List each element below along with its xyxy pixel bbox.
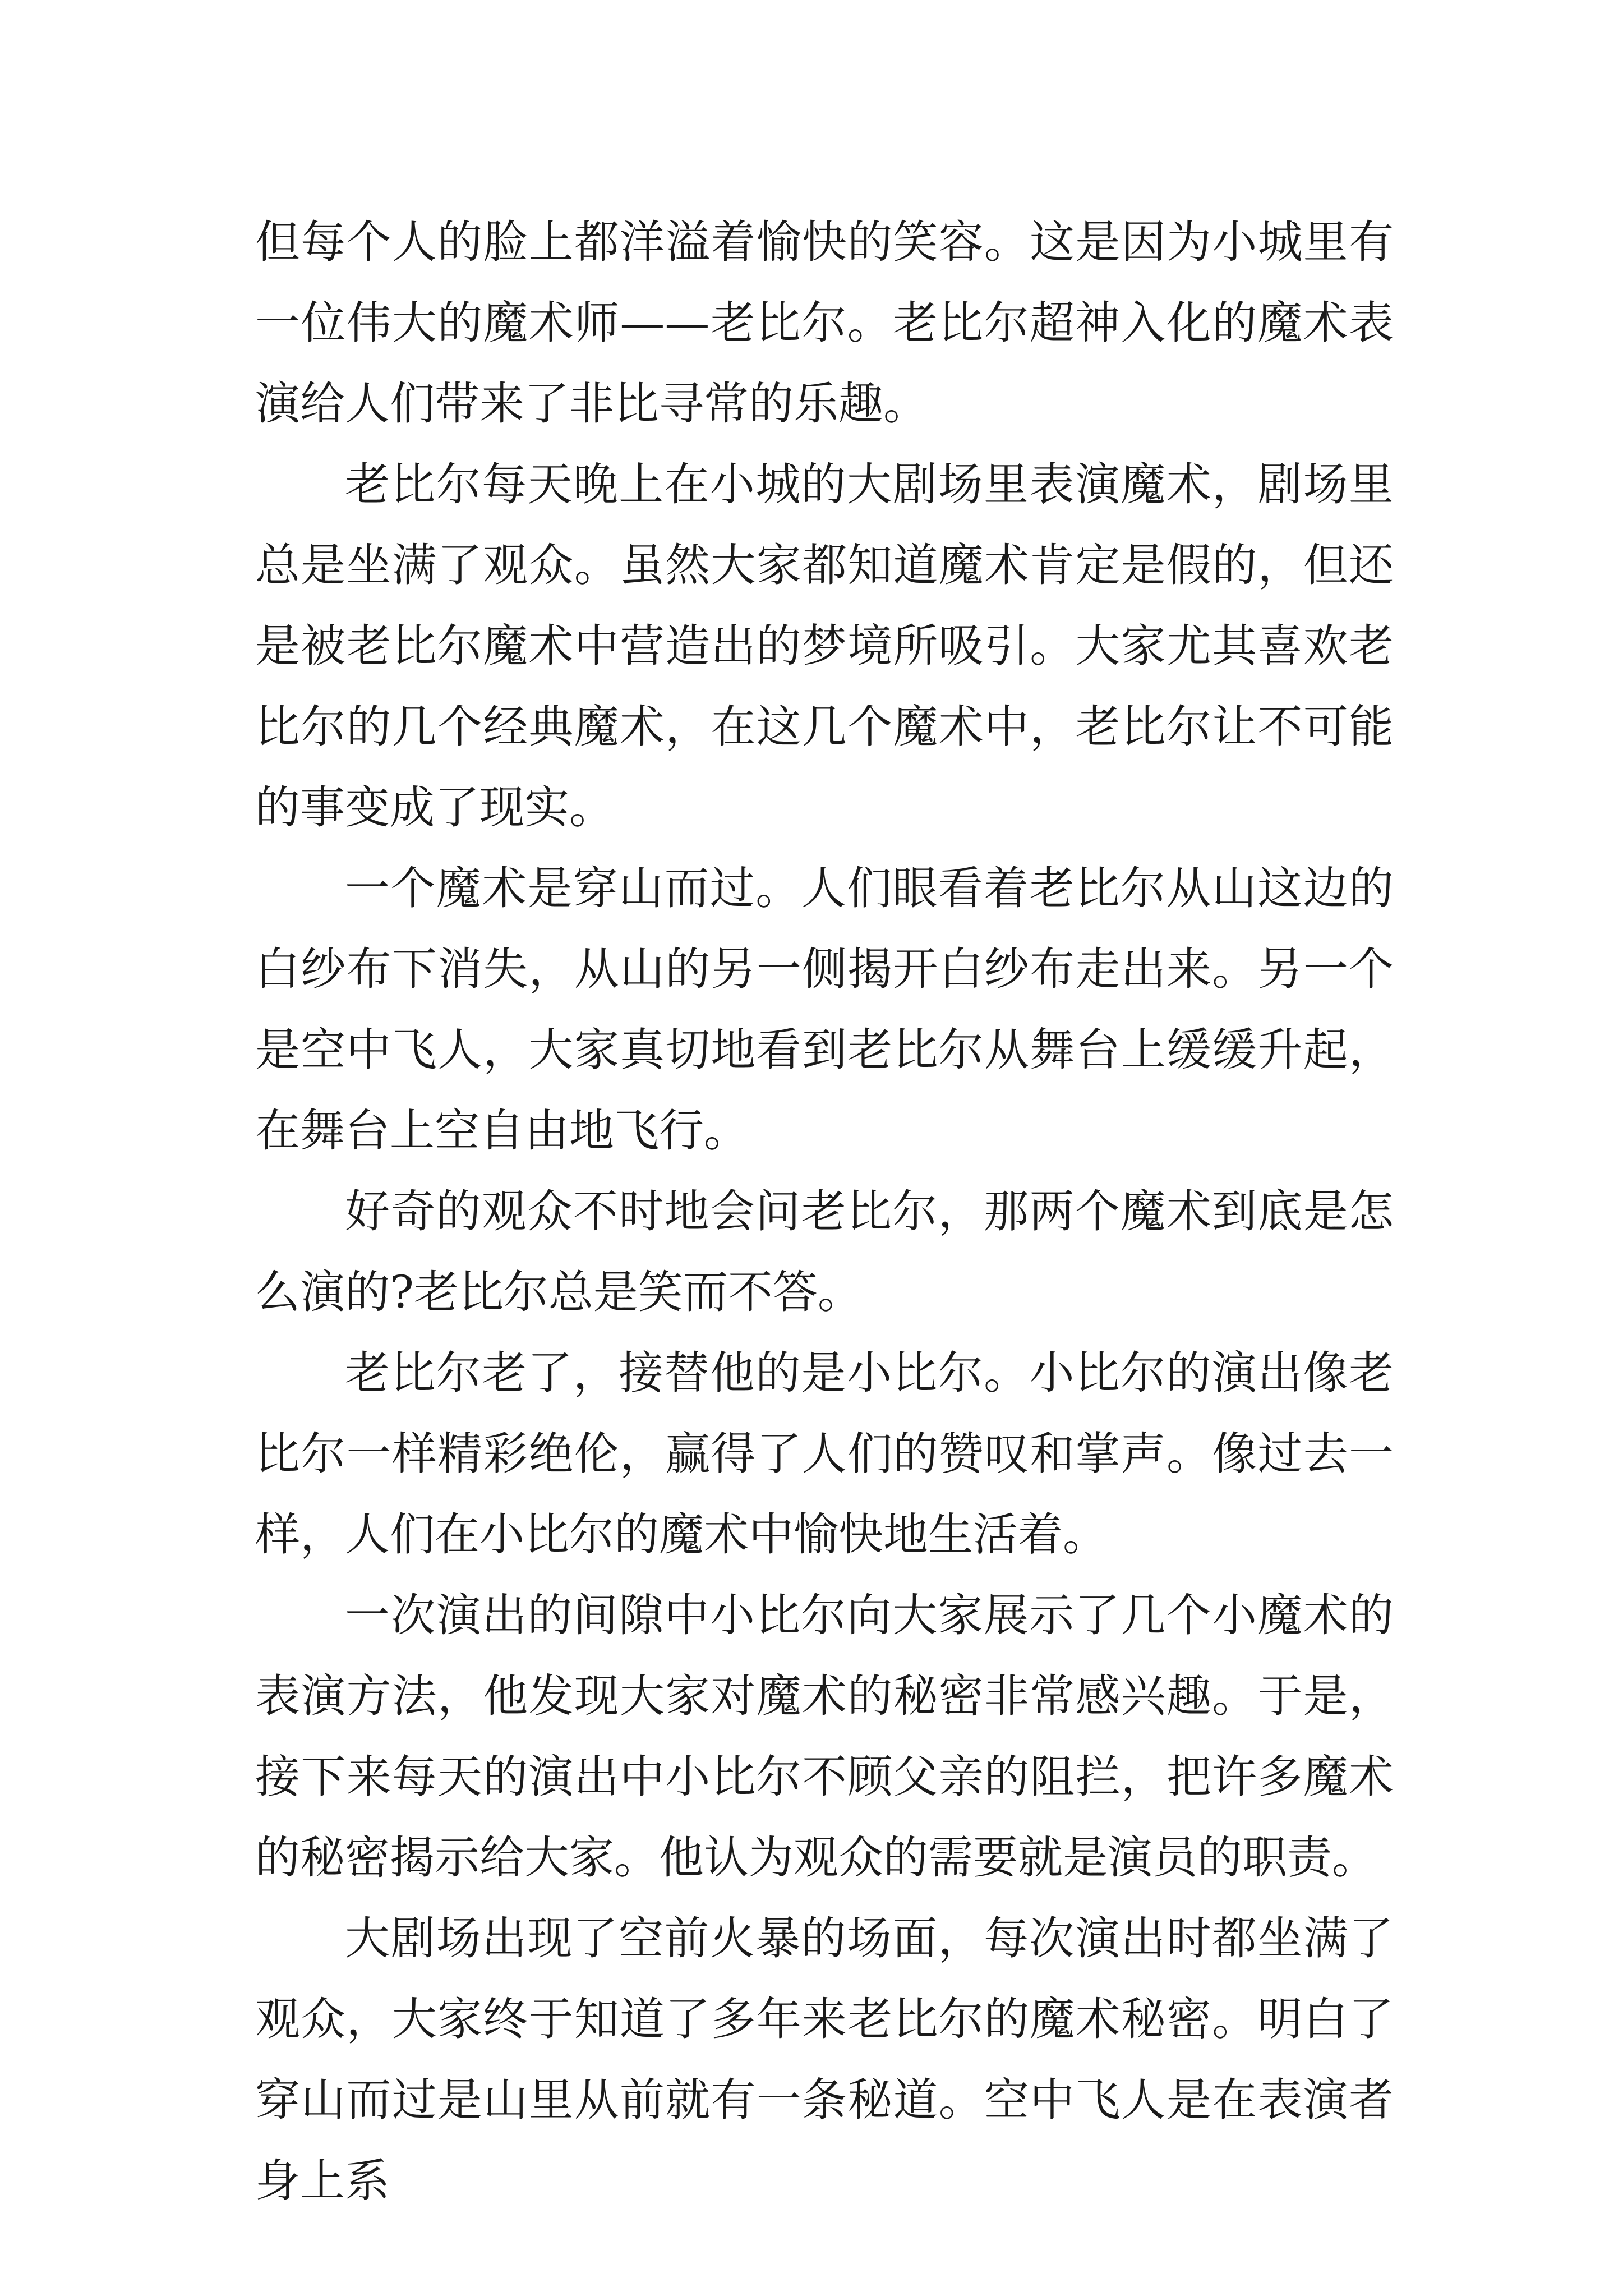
paragraph-2: 老比尔每天晚上在小城的大剧场里表演魔术，剧场里总是坐满了观众。虽然大家都知道魔术肯定是假的，但还是被老比尔魔术中营造出的梦境所吸引。大家尤其喜欢老比尔的几个经典魔术，在这几个魔术中，老比尔让不可能的事变成了现实。	[255, 458, 1394, 834]
paragraph-4: 好奇的观众不时地会问老比尔，那两个魔术到底是怎么演的?老比尔总是笑而不答。	[255, 1185, 1394, 1318]
paragraph-1: 但每个人的脸上都洋溢着愉快的笑容。这是因为小城里有一位伟大的魔术师——老比尔。老比尔超神入化的魔术表演给人们带来了非比寻常的乐趣。	[255, 216, 1394, 430]
paragraph-5: 老比尔老了，接替他的是小比尔。小比尔的演出像老比尔一样精彩绝伦，赢得了人们的赞叹和掌声。像过去一样，人们在小比尔的魔术中愉快地生活着。	[255, 1347, 1394, 1561]
paragraph-3: 一个魔术是穿山而过。人们眼看着老比尔从山这边的白纱布下消失，从山的另一侧揭开白纱布走出来。另一个是空中飞人，大家真切地看到老比尔从舞台上缓缓升起，在舞台上空自由地飞行。	[255, 862, 1394, 1157]
paragraph-7: 大剧场出现了空前火暴的场面，每次演出时都坐满了观众，大家终于知道了多年来老比尔的魔术秘密。明白了穿山而过是山里从前就有一条秘道。空中飞人是在表演者身上系	[255, 1912, 1394, 2207]
document-body	[255, 202, 1394, 2221]
paragraph-6: 一次演出的间隙中小比尔向大家展示了几个小魔术的表演方法，他发现大家对魔术的秘密非常感兴趣。于是，接下来每天的演出中小比尔不顾父亲的阻拦，把许多魔术的秘密揭示给大家。他认为观众的需要就是演员的职责。	[255, 1589, 1394, 1884]
